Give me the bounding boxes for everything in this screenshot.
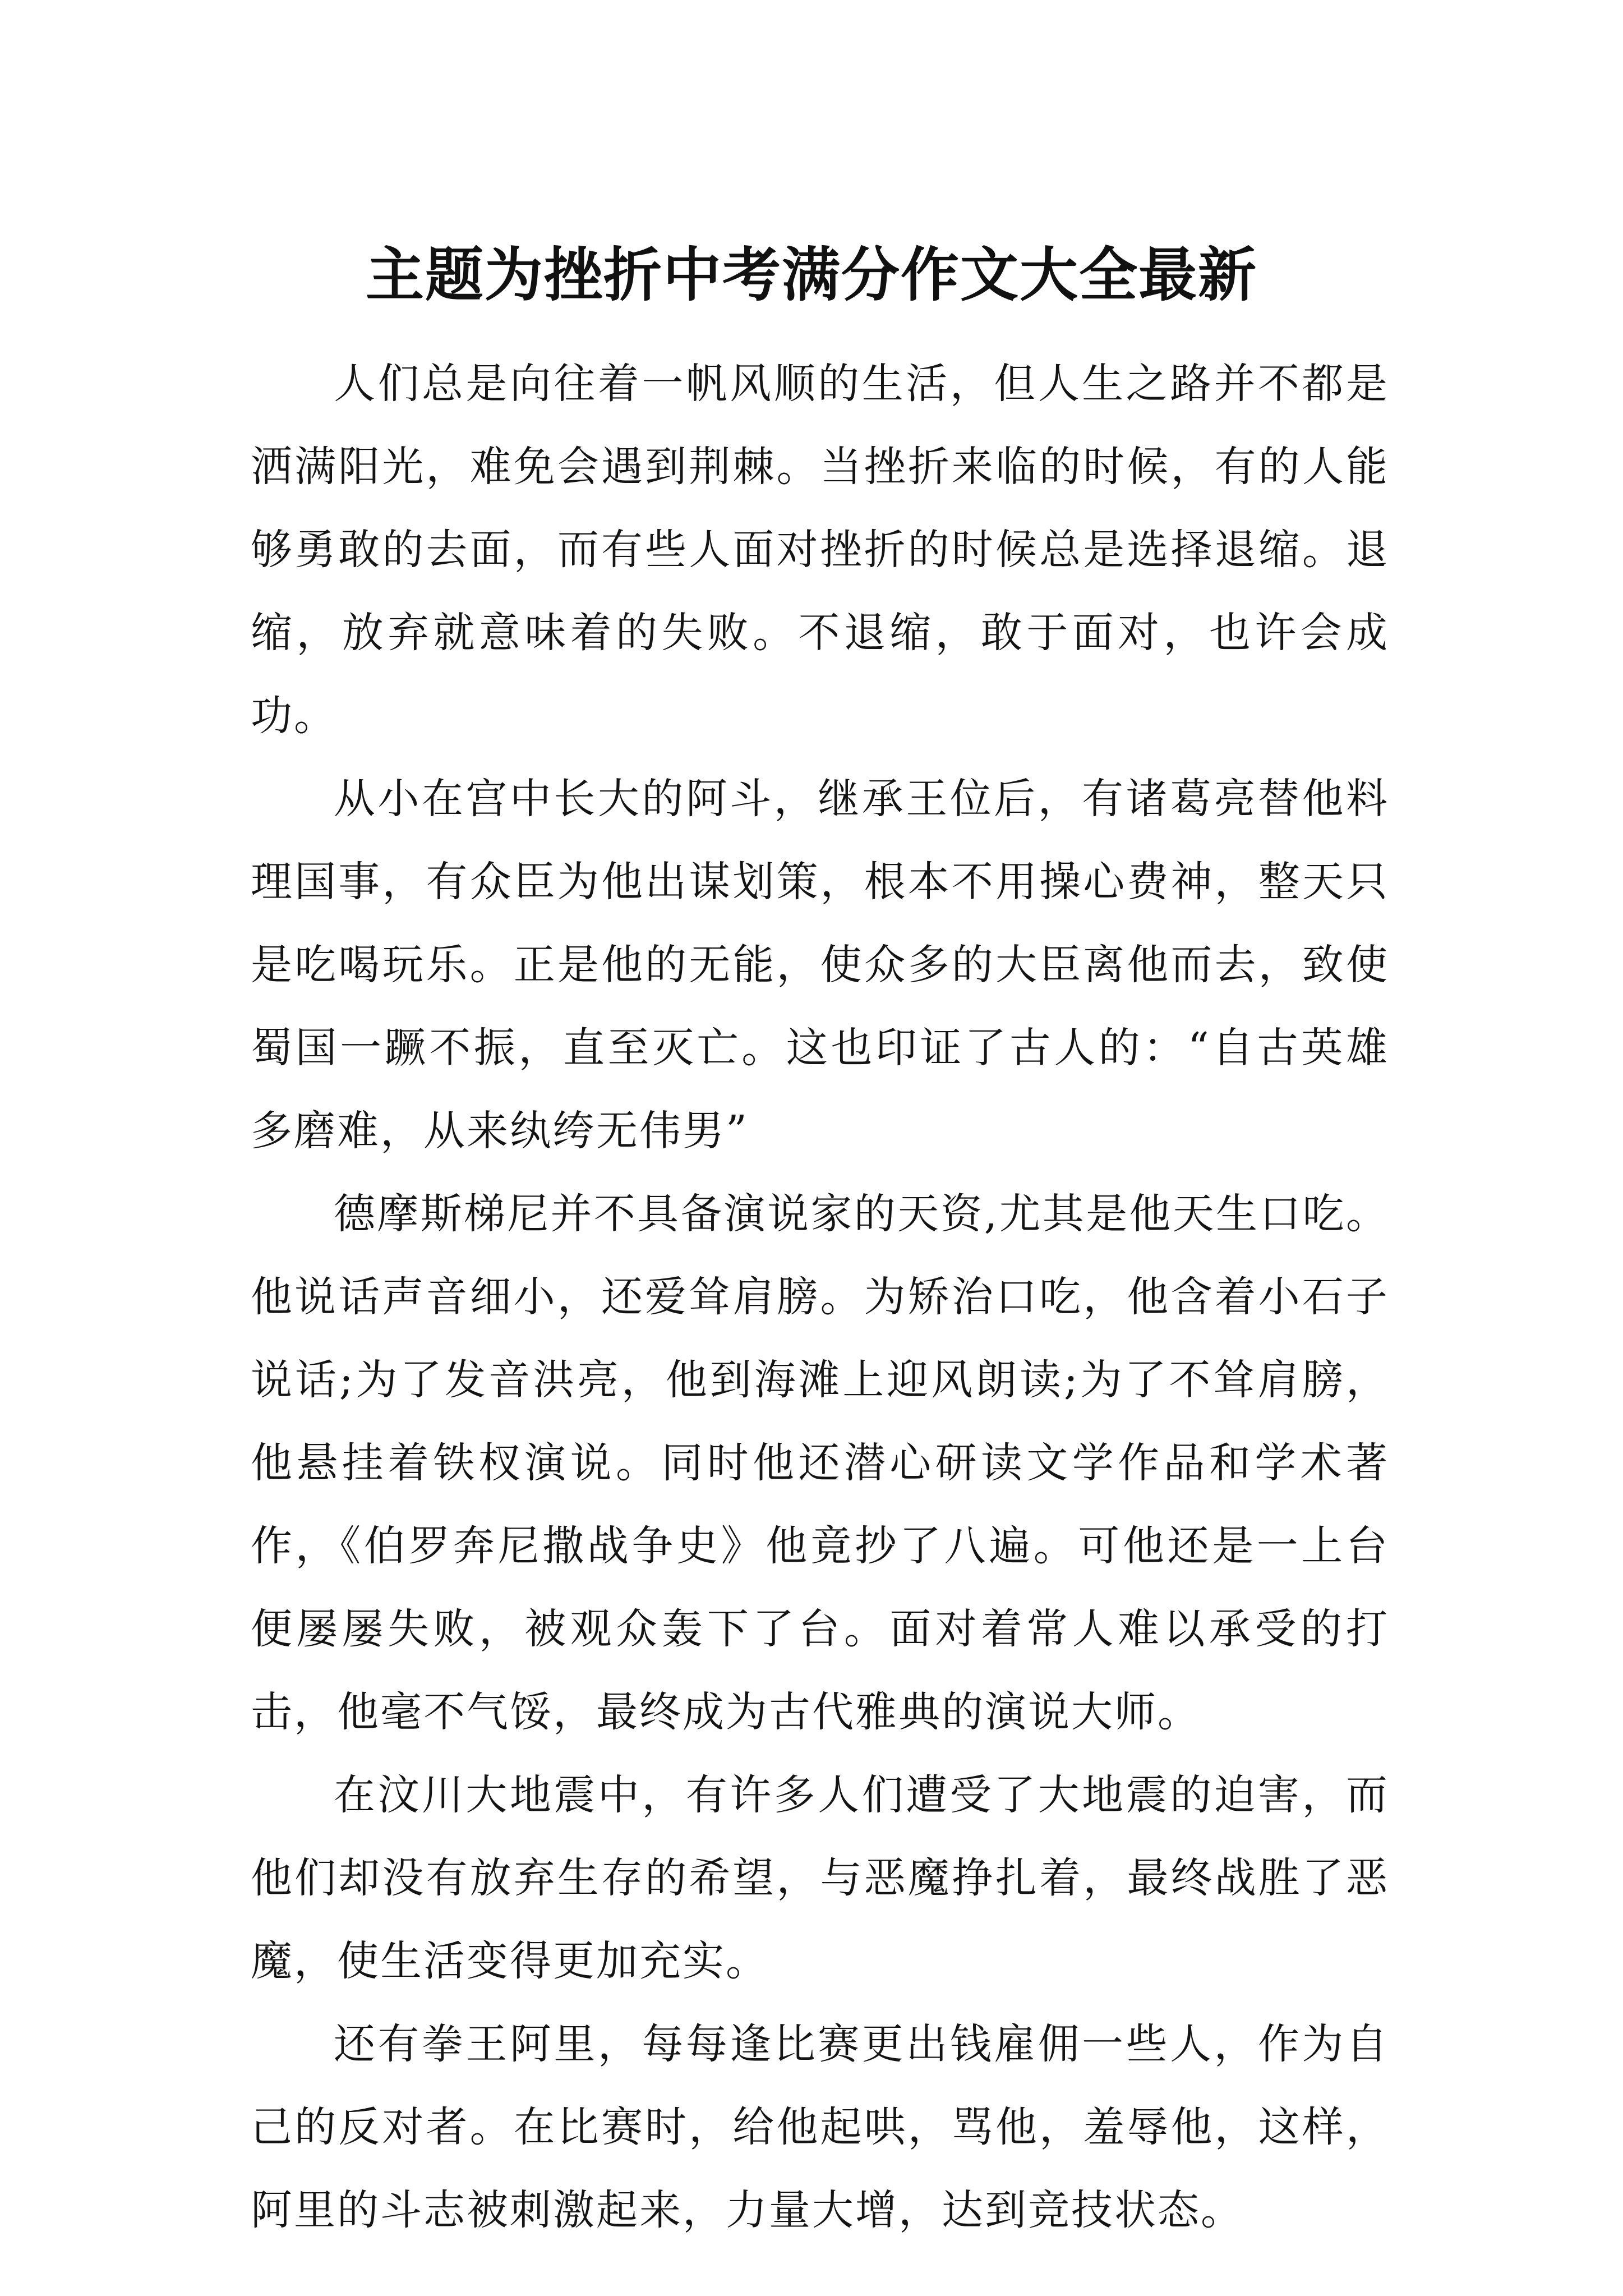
paragraph-5: 还有拳王阿里，每每逢比赛更出钱雇佣一些人，作为自己的反对者。在比赛时，给他起哄，骂他，羞辱他，这样，阿里的斗志被刺激起来，力量大增，达到竞技状态。 <box>251 2020 1389 2234</box>
paragraph-1: 人们总是向往着一帆风顺的生活，但人生之路并不都是洒满阳光，难免会遇到荆棘。当挫折来临的时候，有的人能够勇敢的去面，而有些人面对挫折的时候总是选择退缩。退缩，放弃就意味着的失败。不退缩，敢于面对，也许会成功。 <box>251 360 1389 740</box>
paragraph-2: 从小在宫中长大的阿斗，继承王位后，有诸葛亮替他料理国事，有众臣为他出谋划策，根本不用操心费神，整天只是吃喝玩乐。正是他的无能，使众多的大臣离他而去，致使蜀国一蹶不振，直至灭亡。这也印证了古人的：“自古英雄多磨难，从来纨绔无伟男” <box>251 775 1389 1155</box>
paragraph-4: 在汶川大地震中，有许多人们遭受了大地震的迫害，而他们却没有放弃生存的希望，与恶魔挣扎着，最终战胜了恶魔，使生活变得更加充实。 <box>251 1771 1389 1985</box>
paragraph-3: 德摩斯梯尼并不具备演说家的天资,尤其是他天生口吃。他说话声音细小，还爱耸肩膀。为矫治口吃，他含着小石子说话;为了发音洪亮，他到海滩上迎风朗读;为了不耸肩膀，他悬挂着铁杈演说。同时他还潜心研读文学作品和学术著作，《伯罗奔尼撒战争史》他竟抄了八遍。可他还是一上台便屡屡失败，被观众轰下了台。面对着常人难以承受的打击，他毫不气馁，最终成为古代雅典的演说大师。 <box>251 1190 1389 1736</box>
document-body <box>251 342 1389 2252</box>
document-title: 主题为挫折中考满分作文大全最新 <box>365 240 1257 309</box>
